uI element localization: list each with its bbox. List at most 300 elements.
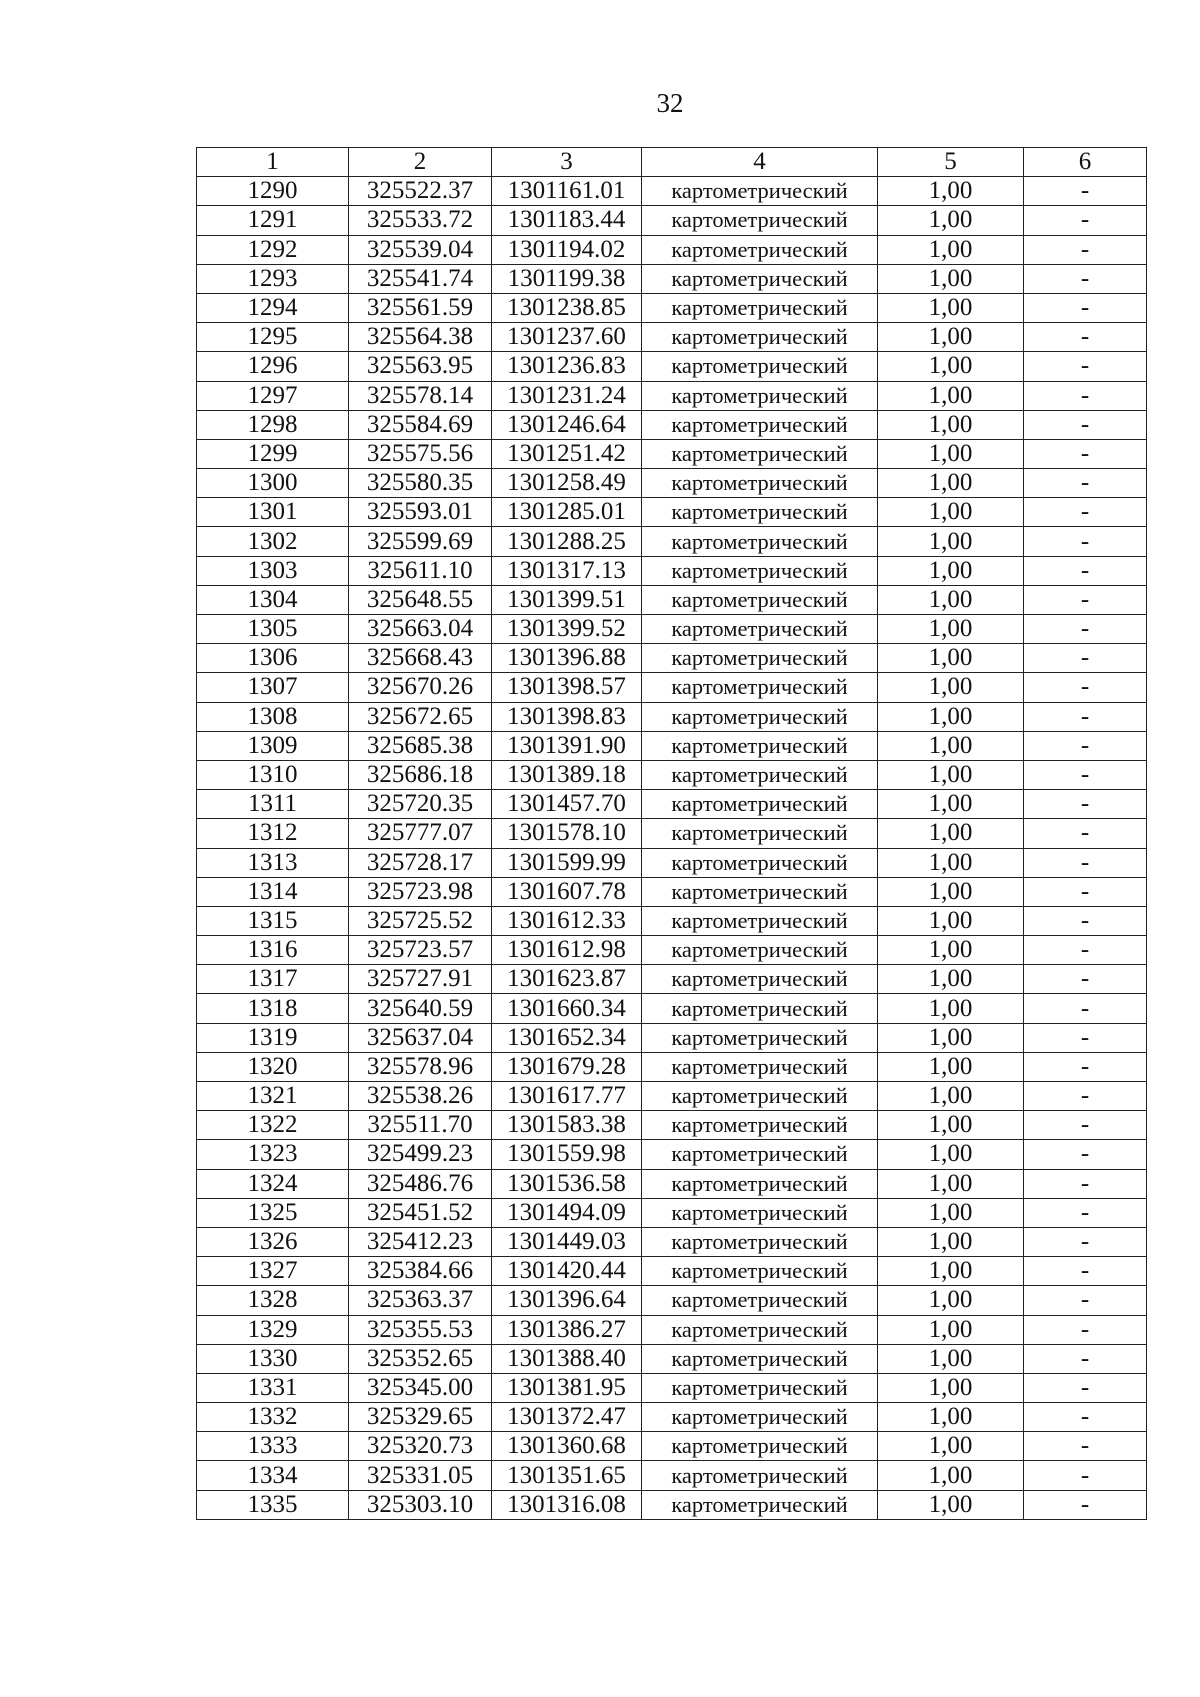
accuracy-cell: 1,00	[878, 1403, 1024, 1432]
point-number-cell: 1303	[197, 556, 349, 585]
accuracy-cell: 1,00	[878, 498, 1024, 527]
x-coordinate-cell: 325303.10	[349, 1490, 492, 1519]
column-header-6: 6	[1024, 148, 1147, 177]
method-cell: картометрический	[642, 1461, 878, 1490]
point-number-cell: 1290	[197, 177, 349, 206]
accuracy-cell: 1,00	[878, 936, 1024, 965]
x-coordinate-cell: 325533.72	[349, 206, 492, 235]
accuracy-cell: 1,00	[878, 1257, 1024, 1286]
y-coordinate-cell: 1301536.58	[492, 1169, 642, 1198]
point-number-cell: 1308	[197, 702, 349, 731]
method-cell: картометрический	[642, 527, 878, 556]
point-number-cell: 1320	[197, 1052, 349, 1081]
accuracy-cell: 1,00	[878, 1082, 1024, 1111]
point-number-cell: 1318	[197, 994, 349, 1023]
table-row	[197, 1169, 1147, 1198]
x-coordinate-cell: 325355.53	[349, 1315, 492, 1344]
method-cell: картометрический	[642, 381, 878, 410]
column-header-1: 1	[197, 148, 349, 177]
table-row	[197, 1023, 1147, 1052]
method-cell: картометрический	[642, 1227, 878, 1256]
accuracy-cell: 1,00	[878, 819, 1024, 848]
x-coordinate-cell: 325563.95	[349, 352, 492, 381]
table-row	[197, 819, 1147, 848]
x-coordinate-cell: 325593.01	[349, 498, 492, 527]
note-cell: -	[1024, 352, 1147, 381]
point-number-cell: 1329	[197, 1315, 349, 1344]
point-number-cell: 1307	[197, 673, 349, 702]
table-row	[197, 1432, 1147, 1461]
accuracy-cell: 1,00	[878, 673, 1024, 702]
accuracy-cell: 1,00	[878, 439, 1024, 468]
method-cell: картометрический	[642, 731, 878, 760]
method-cell: картометрический	[642, 498, 878, 527]
x-coordinate-cell: 325584.69	[349, 410, 492, 439]
y-coordinate-cell: 1301607.78	[492, 877, 642, 906]
accuracy-cell: 1,00	[878, 206, 1024, 235]
y-coordinate-cell: 1301285.01	[492, 498, 642, 527]
note-cell: -	[1024, 235, 1147, 264]
x-coordinate-cell: 325648.55	[349, 585, 492, 614]
point-number-cell: 1335	[197, 1490, 349, 1519]
table-row	[197, 1111, 1147, 1140]
point-number-cell: 1313	[197, 848, 349, 877]
table-row	[197, 352, 1147, 381]
point-number-cell: 1310	[197, 760, 349, 789]
accuracy-cell: 1,00	[878, 731, 1024, 760]
note-cell: -	[1024, 1052, 1147, 1081]
note-cell: -	[1024, 323, 1147, 352]
note-cell: -	[1024, 1227, 1147, 1256]
x-coordinate-cell: 325777.07	[349, 819, 492, 848]
x-coordinate-cell: 325723.98	[349, 877, 492, 906]
note-cell: -	[1024, 790, 1147, 819]
method-cell: картометрический	[642, 1286, 878, 1315]
method-cell: картометрический	[642, 615, 878, 644]
note-cell: -	[1024, 965, 1147, 994]
note-cell: -	[1024, 1286, 1147, 1315]
note-cell: -	[1024, 1082, 1147, 1111]
accuracy-cell: 1,00	[878, 1286, 1024, 1315]
x-coordinate-cell: 325345.00	[349, 1373, 492, 1402]
table-body	[197, 148, 1147, 1520]
note-cell: -	[1024, 1140, 1147, 1169]
x-coordinate-cell: 325575.56	[349, 439, 492, 468]
accuracy-cell: 1,00	[878, 877, 1024, 906]
method-cell: картометрический	[642, 1169, 878, 1198]
y-coordinate-cell: 1301398.57	[492, 673, 642, 702]
method-cell: картометрический	[642, 906, 878, 935]
note-cell: -	[1024, 760, 1147, 789]
point-number-cell: 1332	[197, 1403, 349, 1432]
note-cell: -	[1024, 1169, 1147, 1198]
point-number-cell: 1324	[197, 1169, 349, 1198]
note-cell: -	[1024, 673, 1147, 702]
table-row	[197, 731, 1147, 760]
point-number-cell: 1330	[197, 1344, 349, 1373]
note-cell: -	[1024, 381, 1147, 410]
method-cell: картометрический	[642, 994, 878, 1023]
method-cell: картометрический	[642, 206, 878, 235]
x-coordinate-cell: 325499.23	[349, 1140, 492, 1169]
point-number-cell: 1311	[197, 790, 349, 819]
method-cell: картометрический	[642, 1023, 878, 1052]
note-cell: -	[1024, 1432, 1147, 1461]
x-coordinate-cell: 325578.96	[349, 1052, 492, 1081]
note-cell: -	[1024, 293, 1147, 322]
x-coordinate-cell: 325663.04	[349, 615, 492, 644]
note-cell: -	[1024, 1461, 1147, 1490]
method-cell: картометрический	[642, 673, 878, 702]
y-coordinate-cell: 1301161.01	[492, 177, 642, 206]
note-cell: -	[1024, 1111, 1147, 1140]
method-cell: картометрический	[642, 293, 878, 322]
accuracy-cell: 1,00	[878, 1373, 1024, 1402]
point-number-cell: 1293	[197, 264, 349, 293]
x-coordinate-cell: 325723.57	[349, 936, 492, 965]
y-coordinate-cell: 1301386.27	[492, 1315, 642, 1344]
accuracy-cell: 1,00	[878, 410, 1024, 439]
point-number-cell: 1312	[197, 819, 349, 848]
table-row	[197, 527, 1147, 556]
y-coordinate-cell: 1301231.24	[492, 381, 642, 410]
point-number-cell: 1305	[197, 615, 349, 644]
point-number-cell: 1325	[197, 1198, 349, 1227]
accuracy-cell: 1,00	[878, 235, 1024, 264]
method-cell: картометрический	[642, 1140, 878, 1169]
table-row	[197, 702, 1147, 731]
table-row	[197, 615, 1147, 644]
x-coordinate-cell: 325511.70	[349, 1111, 492, 1140]
method-cell: картометрический	[642, 1082, 878, 1111]
note-cell: -	[1024, 585, 1147, 614]
method-cell: картометрический	[642, 323, 878, 352]
accuracy-cell: 1,00	[878, 1169, 1024, 1198]
method-cell: картометрический	[642, 1198, 878, 1227]
accuracy-cell: 1,00	[878, 1023, 1024, 1052]
accuracy-cell: 1,00	[878, 615, 1024, 644]
y-coordinate-cell: 1301316.08	[492, 1490, 642, 1519]
note-cell: -	[1024, 527, 1147, 556]
column-header-4: 4	[642, 148, 878, 177]
table-row	[197, 293, 1147, 322]
y-coordinate-cell: 1301372.47	[492, 1403, 642, 1432]
table-row	[197, 177, 1147, 206]
y-coordinate-cell: 1301238.85	[492, 293, 642, 322]
point-number-cell: 1309	[197, 731, 349, 760]
table-row	[197, 1140, 1147, 1169]
point-number-cell: 1306	[197, 644, 349, 673]
note-cell: -	[1024, 264, 1147, 293]
table-row	[197, 936, 1147, 965]
method-cell: картометрический	[642, 936, 878, 965]
accuracy-cell: 1,00	[878, 702, 1024, 731]
table-row	[197, 965, 1147, 994]
note-cell: -	[1024, 994, 1147, 1023]
table-row	[197, 410, 1147, 439]
accuracy-cell: 1,00	[878, 1111, 1024, 1140]
x-coordinate-cell: 325727.91	[349, 965, 492, 994]
column-header-5: 5	[878, 148, 1024, 177]
x-coordinate-cell: 325331.05	[349, 1461, 492, 1490]
point-number-cell: 1331	[197, 1373, 349, 1402]
y-coordinate-cell: 1301612.33	[492, 906, 642, 935]
table-row	[197, 1403, 1147, 1432]
table-row	[197, 1286, 1147, 1315]
method-cell: картометрический	[642, 235, 878, 264]
note-cell: -	[1024, 702, 1147, 731]
y-coordinate-cell: 1301578.10	[492, 819, 642, 848]
accuracy-cell: 1,00	[878, 323, 1024, 352]
method-cell: картометрический	[642, 1373, 878, 1402]
y-coordinate-cell: 1301623.87	[492, 965, 642, 994]
accuracy-cell: 1,00	[878, 293, 1024, 322]
method-cell: картометрический	[642, 790, 878, 819]
note-cell: -	[1024, 498, 1147, 527]
accuracy-cell: 1,00	[878, 994, 1024, 1023]
x-coordinate-cell: 325599.69	[349, 527, 492, 556]
table-row	[197, 206, 1147, 235]
accuracy-cell: 1,00	[878, 848, 1024, 877]
accuracy-cell: 1,00	[878, 965, 1024, 994]
method-cell: картометрический	[642, 702, 878, 731]
x-coordinate-cell: 325412.23	[349, 1227, 492, 1256]
x-coordinate-cell: 325668.43	[349, 644, 492, 673]
y-coordinate-cell: 1301237.60	[492, 323, 642, 352]
accuracy-cell: 1,00	[878, 760, 1024, 789]
accuracy-cell: 1,00	[878, 790, 1024, 819]
note-cell: -	[1024, 206, 1147, 235]
y-coordinate-cell: 1301288.25	[492, 527, 642, 556]
table-row	[197, 1344, 1147, 1373]
method-cell: картометрический	[642, 1111, 878, 1140]
note-cell: -	[1024, 556, 1147, 585]
table-row	[197, 1461, 1147, 1490]
y-coordinate-cell: 1301660.34	[492, 994, 642, 1023]
x-coordinate-cell: 325538.26	[349, 1082, 492, 1111]
note-cell: -	[1024, 906, 1147, 935]
point-number-cell: 1333	[197, 1432, 349, 1461]
y-coordinate-cell: 1301351.65	[492, 1461, 642, 1490]
y-coordinate-cell: 1301199.38	[492, 264, 642, 293]
note-cell: -	[1024, 877, 1147, 906]
point-number-cell: 1316	[197, 936, 349, 965]
x-coordinate-cell: 325611.10	[349, 556, 492, 585]
method-cell: картометрический	[642, 1432, 878, 1461]
method-cell: картометрический	[642, 848, 878, 877]
table-row	[197, 235, 1147, 264]
x-coordinate-cell: 325320.73	[349, 1432, 492, 1461]
x-coordinate-cell: 325725.52	[349, 906, 492, 935]
method-cell: картометрический	[642, 1257, 878, 1286]
point-number-cell: 1291	[197, 206, 349, 235]
method-cell: картометрический	[642, 819, 878, 848]
column-header-2: 2	[349, 148, 492, 177]
method-cell: картометрический	[642, 585, 878, 614]
method-cell: картометрический	[642, 1490, 878, 1519]
table-row	[197, 906, 1147, 935]
note-cell: -	[1024, 819, 1147, 848]
method-cell: картометрический	[642, 556, 878, 585]
note-cell: -	[1024, 1257, 1147, 1286]
y-coordinate-cell: 1301399.51	[492, 585, 642, 614]
table-row	[197, 848, 1147, 877]
x-coordinate-cell: 325451.52	[349, 1198, 492, 1227]
table-row	[197, 556, 1147, 585]
x-coordinate-cell: 325522.37	[349, 177, 492, 206]
y-coordinate-cell: 1301559.98	[492, 1140, 642, 1169]
note-cell: -	[1024, 1023, 1147, 1052]
x-coordinate-cell: 325720.35	[349, 790, 492, 819]
table-row	[197, 1373, 1147, 1402]
method-cell: картометрический	[642, 1403, 878, 1432]
accuracy-cell: 1,00	[878, 1432, 1024, 1461]
y-coordinate-cell: 1301420.44	[492, 1257, 642, 1286]
table-row	[197, 469, 1147, 498]
accuracy-cell: 1,00	[878, 469, 1024, 498]
y-coordinate-cell: 1301388.40	[492, 1344, 642, 1373]
y-coordinate-cell: 1301396.88	[492, 644, 642, 673]
table-row	[197, 381, 1147, 410]
note-cell: -	[1024, 1373, 1147, 1402]
coordinates-table	[196, 147, 1147, 1520]
note-cell: -	[1024, 1198, 1147, 1227]
y-coordinate-cell: 1301583.38	[492, 1111, 642, 1140]
table-row	[197, 585, 1147, 614]
accuracy-cell: 1,00	[878, 352, 1024, 381]
x-coordinate-cell: 325486.76	[349, 1169, 492, 1198]
note-cell: -	[1024, 615, 1147, 644]
accuracy-cell: 1,00	[878, 527, 1024, 556]
point-number-cell: 1327	[197, 1257, 349, 1286]
y-coordinate-cell: 1301399.52	[492, 615, 642, 644]
note-cell: -	[1024, 439, 1147, 468]
note-cell: -	[1024, 1344, 1147, 1373]
accuracy-cell: 1,00	[878, 1198, 1024, 1227]
accuracy-cell: 1,00	[878, 1227, 1024, 1256]
x-coordinate-cell: 325352.65	[349, 1344, 492, 1373]
x-coordinate-cell: 325363.37	[349, 1286, 492, 1315]
point-number-cell: 1292	[197, 235, 349, 264]
x-coordinate-cell: 325685.38	[349, 731, 492, 760]
x-coordinate-cell: 325564.38	[349, 323, 492, 352]
point-number-cell: 1328	[197, 1286, 349, 1315]
column-header-3: 3	[492, 148, 642, 177]
x-coordinate-cell: 325539.04	[349, 235, 492, 264]
table-row	[197, 673, 1147, 702]
accuracy-cell: 1,00	[878, 644, 1024, 673]
accuracy-cell: 1,00	[878, 1052, 1024, 1081]
method-cell: картометрический	[642, 1052, 878, 1081]
table-row	[197, 760, 1147, 789]
x-coordinate-cell: 325561.59	[349, 293, 492, 322]
table-row	[197, 498, 1147, 527]
accuracy-cell: 1,00	[878, 1461, 1024, 1490]
point-number-cell: 1321	[197, 1082, 349, 1111]
table-row	[197, 1052, 1147, 1081]
y-coordinate-cell: 1301246.64	[492, 410, 642, 439]
table-row	[197, 439, 1147, 468]
y-coordinate-cell: 1301449.03	[492, 1227, 642, 1256]
y-coordinate-cell: 1301494.09	[492, 1198, 642, 1227]
point-number-cell: 1294	[197, 293, 349, 322]
point-number-cell: 1317	[197, 965, 349, 994]
y-coordinate-cell: 1301652.34	[492, 1023, 642, 1052]
note-cell: -	[1024, 1315, 1147, 1344]
table-row	[197, 1198, 1147, 1227]
point-number-cell: 1322	[197, 1111, 349, 1140]
point-number-cell: 1304	[197, 585, 349, 614]
x-coordinate-cell: 325670.26	[349, 673, 492, 702]
y-coordinate-cell: 1301457.70	[492, 790, 642, 819]
table-header-row	[197, 148, 1147, 177]
table-row	[197, 994, 1147, 1023]
y-coordinate-cell: 1301236.83	[492, 352, 642, 381]
method-cell: картометрический	[642, 644, 878, 673]
point-number-cell: 1326	[197, 1227, 349, 1256]
method-cell: картометрический	[642, 1344, 878, 1373]
accuracy-cell: 1,00	[878, 1344, 1024, 1373]
y-coordinate-cell: 1301679.28	[492, 1052, 642, 1081]
accuracy-cell: 1,00	[878, 177, 1024, 206]
note-cell: -	[1024, 1403, 1147, 1432]
y-coordinate-cell: 1301389.18	[492, 760, 642, 789]
table-row	[197, 1490, 1147, 1519]
method-cell: картометрический	[642, 352, 878, 381]
accuracy-cell: 1,00	[878, 1490, 1024, 1519]
point-number-cell: 1334	[197, 1461, 349, 1490]
y-coordinate-cell: 1301360.68	[492, 1432, 642, 1461]
point-number-cell: 1297	[197, 381, 349, 410]
x-coordinate-cell: 325384.66	[349, 1257, 492, 1286]
method-cell: картометрический	[642, 439, 878, 468]
note-cell: -	[1024, 936, 1147, 965]
y-coordinate-cell: 1301391.90	[492, 731, 642, 760]
note-cell: -	[1024, 1490, 1147, 1519]
x-coordinate-cell: 325728.17	[349, 848, 492, 877]
x-coordinate-cell: 325672.65	[349, 702, 492, 731]
point-number-cell: 1295	[197, 323, 349, 352]
table-row	[197, 1227, 1147, 1256]
x-coordinate-cell: 325541.74	[349, 264, 492, 293]
y-coordinate-cell: 1301183.44	[492, 206, 642, 235]
y-coordinate-cell: 1301317.13	[492, 556, 642, 585]
point-number-cell: 1319	[197, 1023, 349, 1052]
y-coordinate-cell: 1301617.77	[492, 1082, 642, 1111]
x-coordinate-cell: 325578.14	[349, 381, 492, 410]
note-cell: -	[1024, 469, 1147, 498]
table-row	[197, 1257, 1147, 1286]
method-cell: картометрический	[642, 965, 878, 994]
table-row	[197, 1082, 1147, 1111]
note-cell: -	[1024, 848, 1147, 877]
x-coordinate-cell: 325640.59	[349, 994, 492, 1023]
note-cell: -	[1024, 731, 1147, 760]
accuracy-cell: 1,00	[878, 906, 1024, 935]
point-number-cell: 1299	[197, 439, 349, 468]
point-number-cell: 1315	[197, 906, 349, 935]
note-cell: -	[1024, 644, 1147, 673]
point-number-cell: 1301	[197, 498, 349, 527]
x-coordinate-cell: 325686.18	[349, 760, 492, 789]
point-number-cell: 1314	[197, 877, 349, 906]
method-cell: картометрический	[642, 177, 878, 206]
note-cell: -	[1024, 177, 1147, 206]
y-coordinate-cell: 1301599.99	[492, 848, 642, 877]
point-number-cell: 1300	[197, 469, 349, 498]
table-row	[197, 264, 1147, 293]
x-coordinate-cell: 325580.35	[349, 469, 492, 498]
